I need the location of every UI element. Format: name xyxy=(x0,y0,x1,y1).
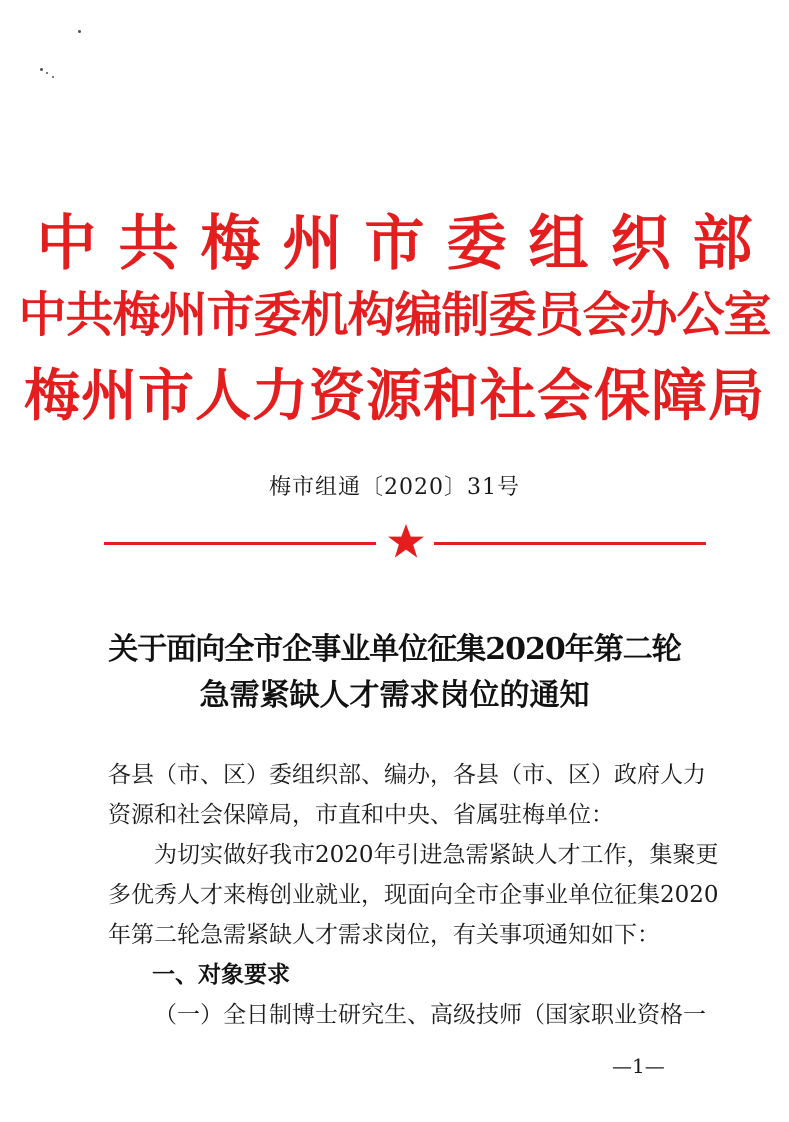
notice-title-line-2: 急需紧缺人才需求岗位的通知 xyxy=(199,678,590,713)
page-number: —1— xyxy=(612,1054,665,1078)
issuing-organization-3: 梅州市人力资源和社会保障局 xyxy=(24,364,765,429)
scan-speck xyxy=(52,76,54,78)
star-icon xyxy=(386,522,426,562)
intro-line-2: 多优秀人才来梅创业就业，现面向全市企事业单位征集2020 xyxy=(108,882,719,908)
red-divider-right xyxy=(434,542,706,545)
intro-line-3: 年第二轮急需紧缺人才需求岗位，有关事项通知如下： xyxy=(108,922,660,948)
intro-line-1: 为切实做好我市2020年引进急需紧缺人才工作，集聚更 xyxy=(154,842,719,868)
issuing-organization-1: 中共梅州市委组织部 xyxy=(36,209,775,279)
document-number: 梅市组通〔2020〕31号 xyxy=(269,475,520,500)
notice-title-line-1: 关于面向全市企事业单位征集2020年第二轮 xyxy=(108,632,681,667)
scan-speck xyxy=(46,72,48,74)
section-item-1-text: （一）全日制博士研究生、高级技师（国家职业资格一 xyxy=(154,1002,706,1028)
recipients-line-2: 资源和社会保障局，市直和中央、省属驻梅单位： xyxy=(108,802,614,828)
red-divider-left xyxy=(104,542,376,545)
scan-speck xyxy=(40,68,43,71)
recipients-line-1: 各县（市、区）委组织部、编办，各县（市、区）政府人力 xyxy=(108,762,706,788)
scan-speck xyxy=(78,30,81,33)
issuing-organization-2: 中共梅州市委机构编制委员会办公室 xyxy=(18,287,771,343)
section-heading-requirements: 一、对象要求 xyxy=(152,962,290,988)
